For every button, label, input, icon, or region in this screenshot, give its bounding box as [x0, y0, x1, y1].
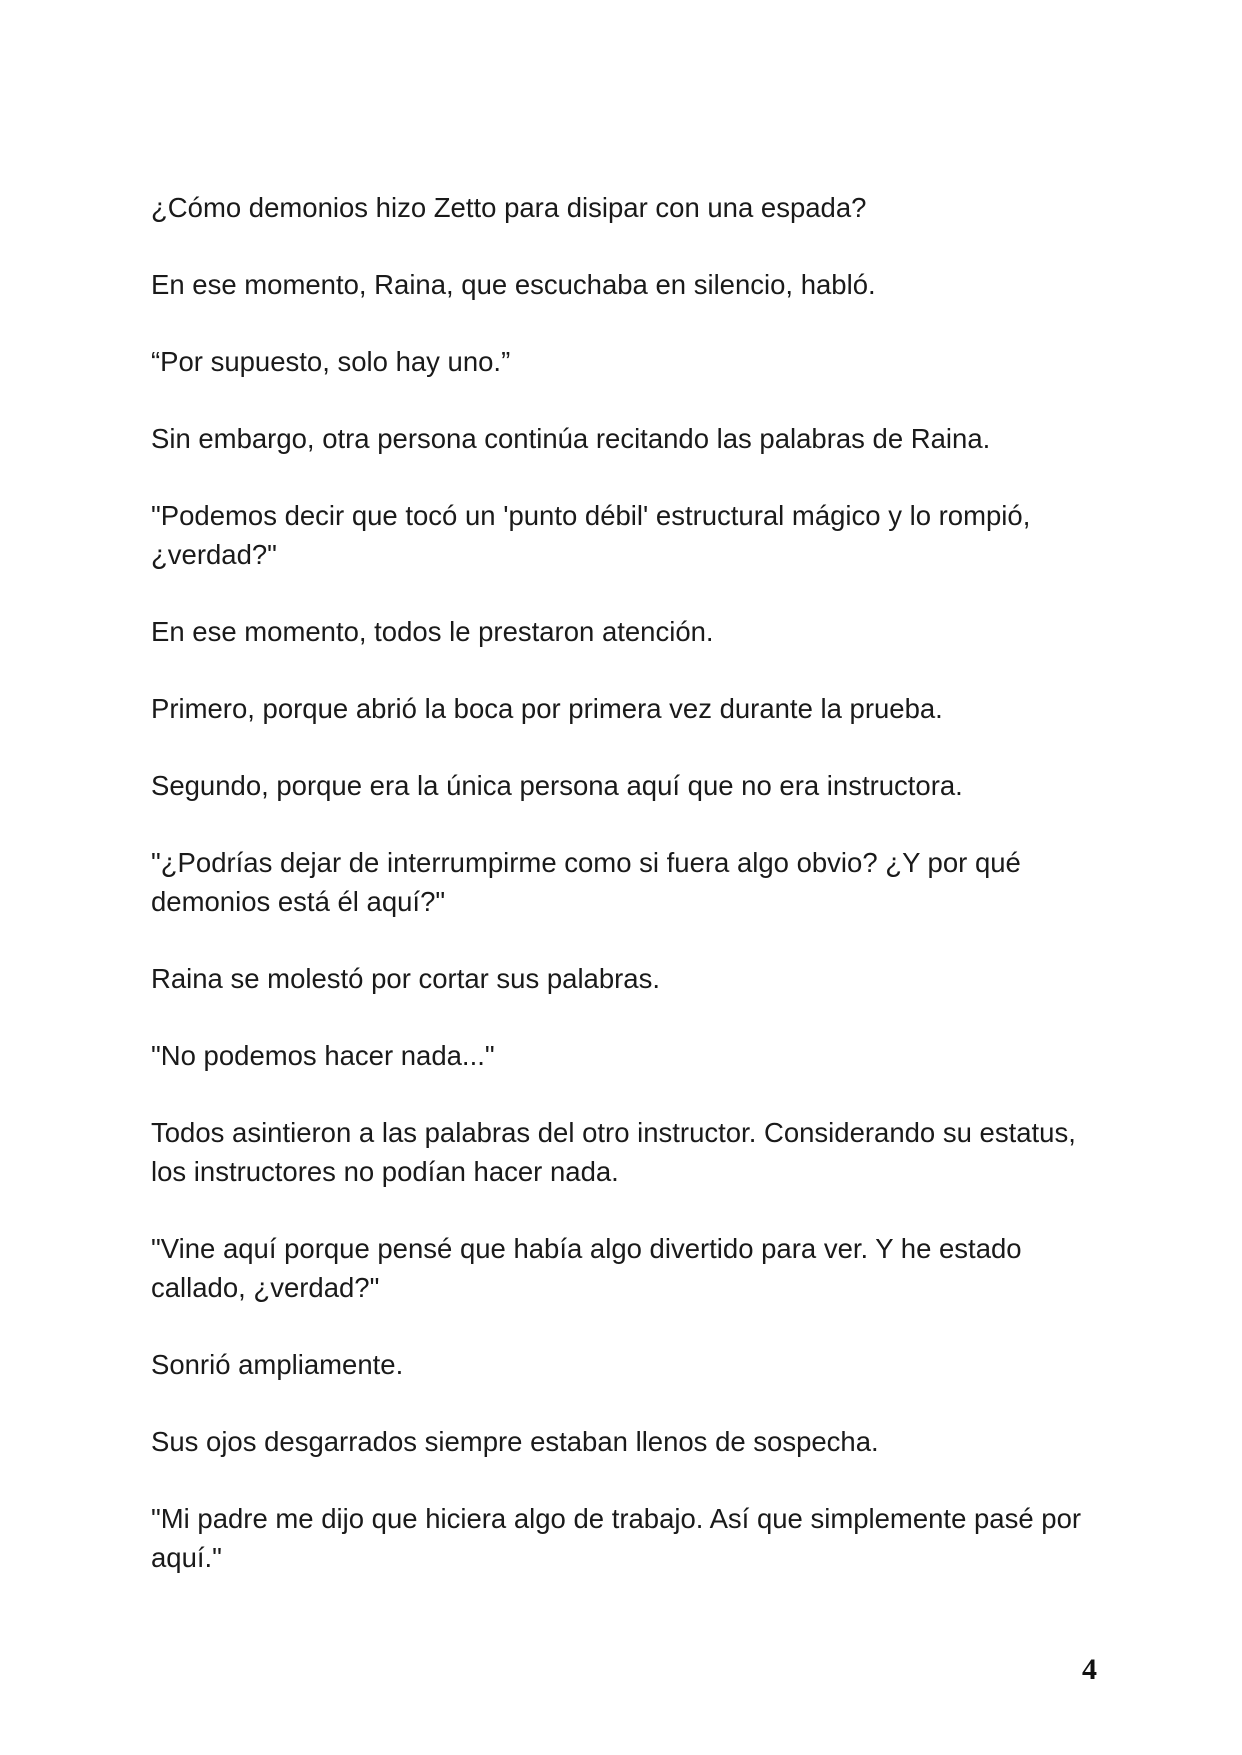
paragraph: En ese momento, todos le prestaron atención.	[151, 616, 714, 647]
paragraph: "Podemos decir que tocó un 'punto débil' estructural mágico y lo rompió, ¿verdad?"	[151, 500, 1031, 570]
paragraph: Todos asintieron a las palabras del otro instructor. Considerando su estatus, los instructores no podían hacer nada.	[151, 1117, 1076, 1187]
paragraph: Sus ojos desgarrados siempre estaban llenos de sospecha.	[151, 1426, 879, 1457]
paragraph: ¿Cómo demonios hizo Zetto para disipar con una espada?	[151, 192, 867, 223]
paragraph: Segundo, porque era la única persona aquí que no era instructora.	[151, 770, 963, 801]
paragraph: "No podemos hacer nada..."	[151, 1040, 495, 1071]
paragraph: Sin embargo, otra persona continúa recitando las palabras de Raina.	[151, 423, 991, 454]
body-text	[151, 188, 1111, 1615]
paragraph: En ese momento, Raina, que escuchaba en silencio, habló.	[151, 269, 876, 300]
paragraph: Raina se molestó por cortar sus palabras.	[151, 963, 660, 994]
paragraph: "Vine aquí porque pensé que había algo divertido para ver. Y he estado callado, ¿verdad?"	[151, 1233, 1022, 1303]
page-number: 4	[1082, 1653, 1097, 1686]
paragraph: “Por supuesto, solo hay uno.”	[151, 346, 511, 377]
paragraph: Sonrió ampliamente.	[151, 1349, 404, 1380]
paragraph: Primero, porque abrió la boca por primera vez durante la prueba.	[151, 693, 943, 724]
paragraph: "Mi padre me dijo que hiciera algo de trabajo. Así que simplemente pasé por aquí."	[151, 1503, 1082, 1573]
paragraph: "¿Podrías dejar de interrumpirme como si fuera algo obvio? ¿Y por qué demonios está él aquí?"	[151, 847, 1021, 917]
